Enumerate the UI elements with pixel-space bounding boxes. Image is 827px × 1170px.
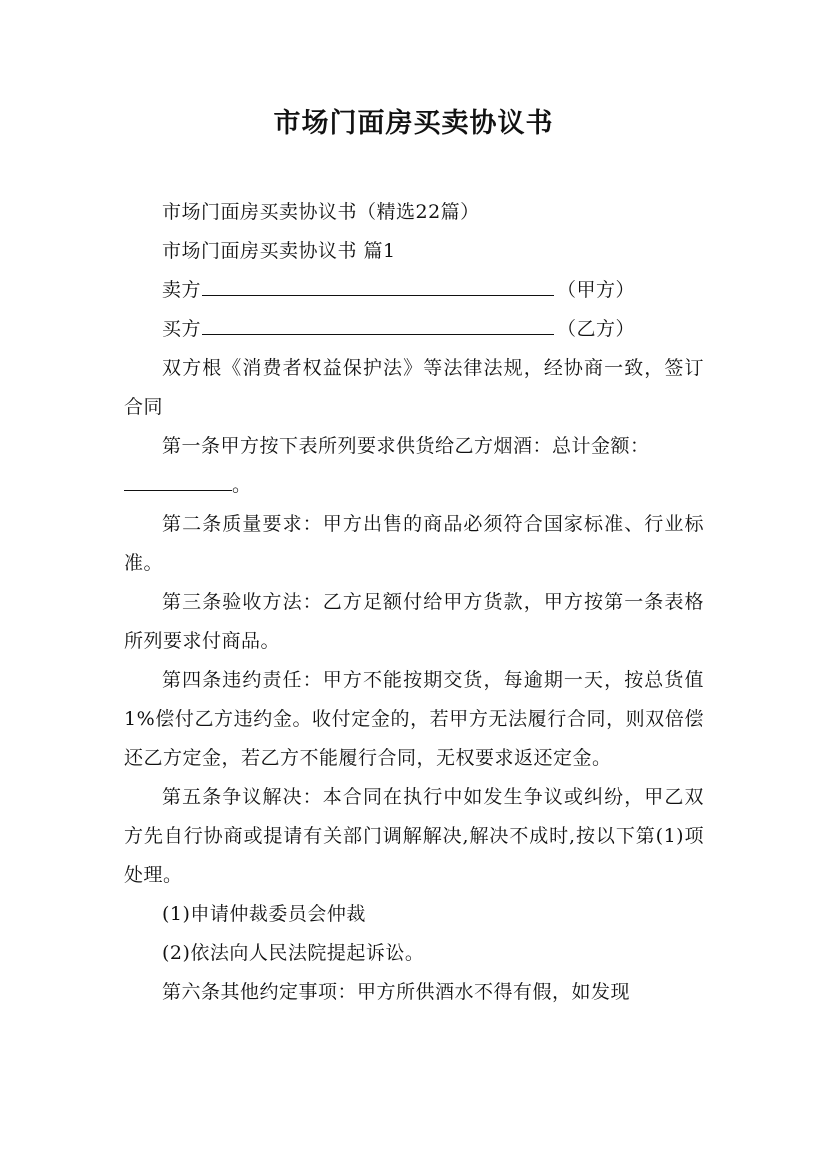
buyer-role: （乙方） xyxy=(557,318,636,340)
document-subtitle: 市场门面房买卖协议书（精选22篇） xyxy=(162,201,480,223)
document-body xyxy=(124,193,704,1012)
article-5: 第五条争议解决：本合同在执行中如发生争议或纠纷，甲乙双方先自行协商或提请有关部门调解解决,解决不成时,按以下第(1)项处理。 xyxy=(124,786,704,886)
article-3: 第三条验收方法：乙方足额付给甲方货款，甲方按第一条表格所列要求付商品。 xyxy=(124,591,704,652)
total-amount-blank xyxy=(124,468,232,491)
buyer-line xyxy=(124,310,704,349)
option-2: (2)依法向人民法院提起诉讼。 xyxy=(162,942,425,964)
article-1 xyxy=(124,427,704,466)
section-heading: 市场门面房买卖协议书 篇1 xyxy=(162,240,396,262)
article-1-amount-line xyxy=(124,466,704,505)
intro-paragraph: 双方根《消费者权益保护法》等法律法规，经协商一致，签订合同 xyxy=(124,357,704,418)
seller-line xyxy=(124,271,704,310)
buyer-label: 买方 xyxy=(162,318,202,340)
article-1-end: 。 xyxy=(232,474,252,496)
article-6: 第六条其他约定事项：甲方所供酒水不得有假，如发现 xyxy=(162,981,631,1003)
article-2: 第二条质量要求：甲方出售的商品必须符合国家标准、行业标准。 xyxy=(124,513,704,574)
document-title: 市场门面房买卖协议书 xyxy=(273,108,554,139)
article-4: 第四条违约责任：甲方不能按期交货，每逾期一天，按总货值1%偿付乙方违约金。收付定金的，若甲方无法履行合同，则双倍偿还乙方定金，若乙方不能履行合同，无权要求返还定金。 xyxy=(124,669,704,769)
seller-blank xyxy=(202,273,554,296)
article-1-text: 第一条甲方按下表所列要求供货给乙方烟酒：总计金额： xyxy=(162,435,650,457)
seller-role: （甲方） xyxy=(557,279,636,301)
buyer-blank xyxy=(202,312,554,335)
seller-label: 卖方 xyxy=(162,279,202,301)
option-1: (1)申请仲裁委员会仲裁 xyxy=(162,903,366,925)
